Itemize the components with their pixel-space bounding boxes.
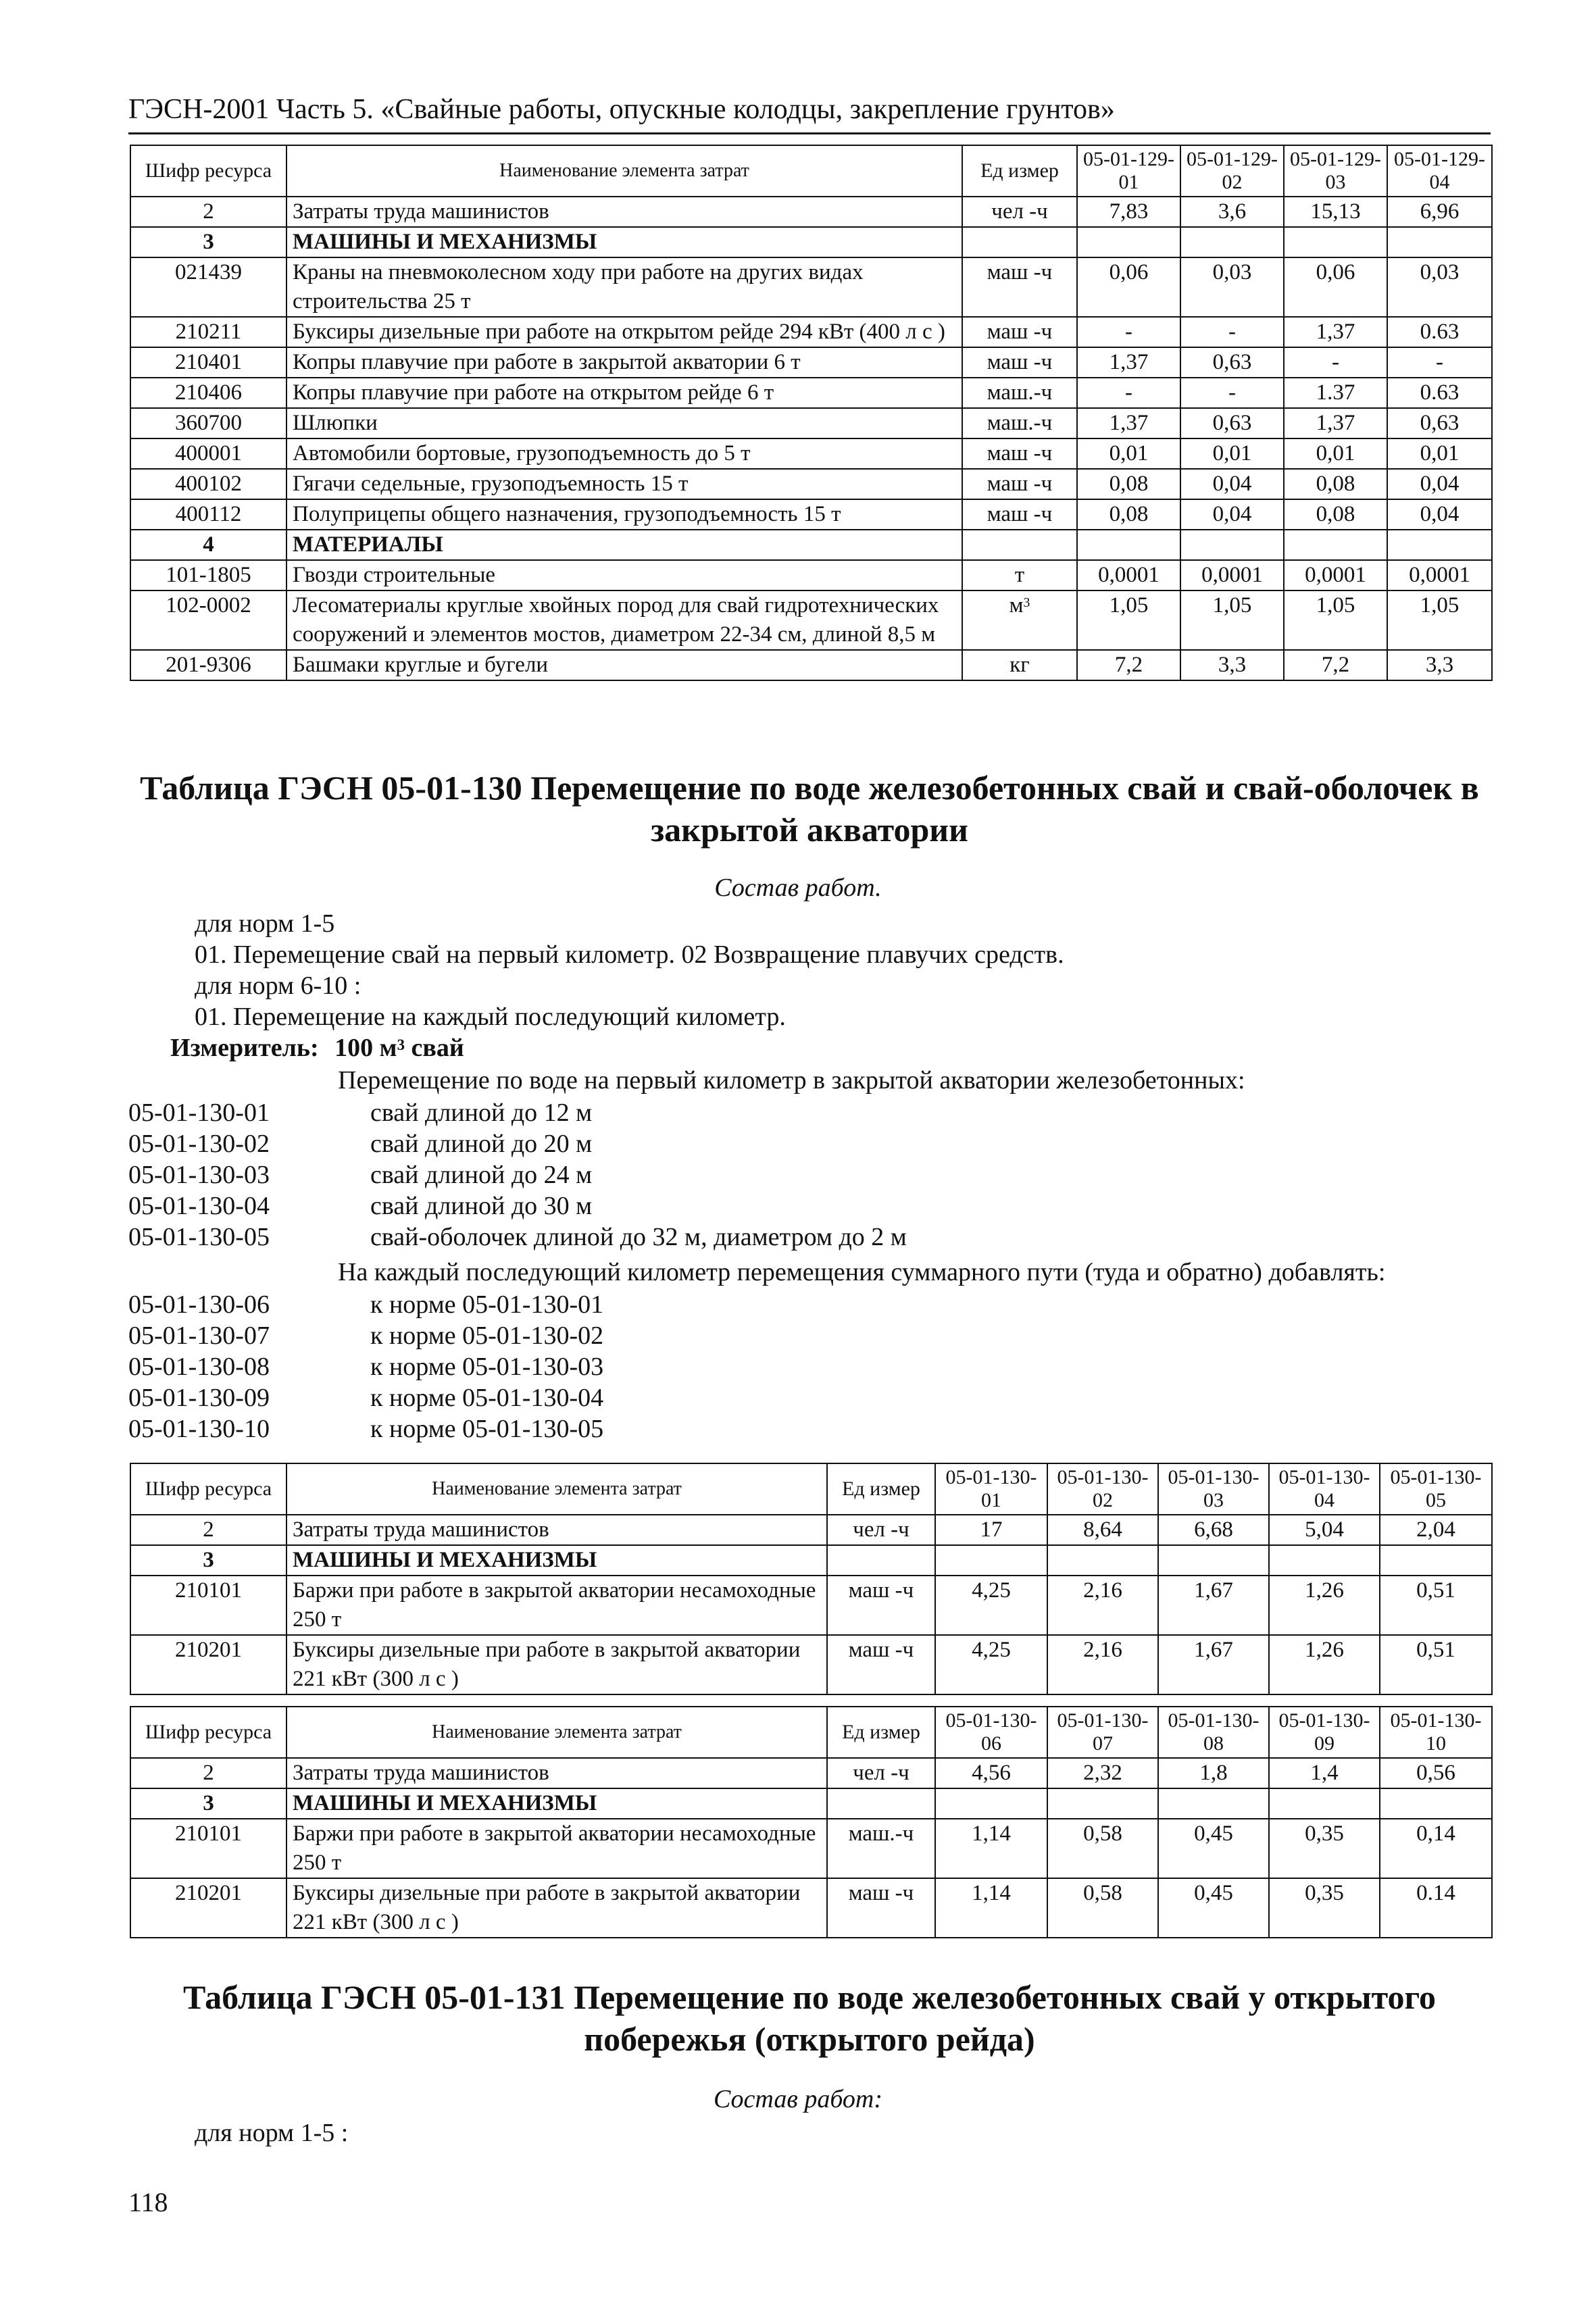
cost-element-name: Башмаки круглые и бугели bbox=[286, 650, 962, 680]
col-header-unit: Ед измер bbox=[962, 145, 1077, 197]
unit-superscript: 3 bbox=[1023, 595, 1030, 610]
norm-value: 5,04 bbox=[1269, 1515, 1380, 1545]
table-row bbox=[130, 499, 1492, 530]
norm-value: - bbox=[1180, 378, 1284, 408]
norm-value: 1,05 bbox=[1077, 590, 1180, 650]
unit-text: чел -ч bbox=[991, 199, 1048, 224]
norm-value: 1,67 bbox=[1158, 1576, 1269, 1635]
table-header-row bbox=[130, 145, 1492, 197]
unit-cell bbox=[827, 1758, 935, 1788]
norm-value: 1,37 bbox=[1284, 408, 1387, 438]
norm-code: 05-01-130-05 bbox=[128, 1223, 270, 1251]
table-row bbox=[130, 347, 1492, 378]
norm-value: 1,8 bbox=[1158, 1758, 1269, 1788]
norm-description: к норме 05-01-130-05 bbox=[370, 1415, 604, 1443]
table-row bbox=[130, 1878, 1492, 1938]
norm-value: 4,56 bbox=[935, 1758, 1047, 1788]
norm-code: 05-01-130-02 bbox=[128, 1130, 270, 1158]
table-header-row bbox=[130, 1707, 1492, 1758]
resource-code: 210201 bbox=[130, 1878, 286, 1938]
resource-code: 101-1805 bbox=[130, 560, 286, 590]
running-header: ГЭСН-2001 Часть 5. «Свайные работы, опускные колодцы, закрепление грунтов» bbox=[128, 94, 1115, 125]
norm-value: 0,63 bbox=[1180, 347, 1284, 378]
cost-element-name: Буксиры дизельные при работе в закрытой акватории 221 кВт (300 л с ) bbox=[286, 1635, 827, 1694]
norm-value: 2,16 bbox=[1047, 1576, 1158, 1635]
work-step: 01. Перемещение свай на первый километр. 02 Возвращение плавучих средств. bbox=[195, 940, 1064, 969]
norm-value: 1,26 bbox=[1269, 1576, 1380, 1635]
norms-label: для норм 6-10 : bbox=[195, 972, 361, 1000]
norm-value: 1,37 bbox=[1077, 408, 1180, 438]
unit-text: маш -ч bbox=[987, 502, 1053, 526]
norm-value: 0,04 bbox=[1180, 469, 1284, 499]
unit-cell bbox=[962, 378, 1077, 408]
col-header-norm: 05-01-130-04 bbox=[1269, 1463, 1380, 1515]
norm-value bbox=[1380, 1545, 1492, 1576]
norm-value: 0,03 bbox=[1387, 257, 1492, 317]
norm-value: 0,45 bbox=[1158, 1819, 1269, 1878]
norm-value: 0,0001 bbox=[1284, 560, 1387, 590]
resource-code: 210101 bbox=[130, 1576, 286, 1635]
norm-value bbox=[1158, 1545, 1269, 1576]
resource-code: 360700 bbox=[130, 408, 286, 438]
table-row bbox=[130, 317, 1492, 347]
norm-description: свай длиной до 20 м bbox=[370, 1130, 593, 1158]
norm-value: 0,0001 bbox=[1180, 560, 1284, 590]
norm-value: 8,64 bbox=[1047, 1515, 1158, 1545]
section-title: МАШИНЫ И МЕХАНИЗМЫ bbox=[286, 1545, 827, 1576]
cost-element-name: Буксиры дизельные при работе в закрытой акватории 221 кВт (300 л с ) bbox=[286, 1878, 827, 1938]
unit-cell bbox=[827, 1545, 935, 1576]
cost-element-name: Баржи при работе в закрытой акватории несамоходные 250 т bbox=[286, 1819, 827, 1878]
unit-text: маш.-ч bbox=[987, 411, 1053, 435]
norm-value: 0,01 bbox=[1077, 438, 1180, 469]
norm-value: 0,63 bbox=[1180, 408, 1284, 438]
table-row bbox=[130, 1576, 1492, 1635]
norm-value: 0,01 bbox=[1284, 438, 1387, 469]
section-row bbox=[130, 1545, 1492, 1576]
section-row bbox=[130, 227, 1492, 257]
norm-value: 0,0001 bbox=[1387, 560, 1492, 590]
col-header-code: Шифр ресурса bbox=[130, 1707, 286, 1758]
norm-value: 0,08 bbox=[1077, 469, 1180, 499]
norm-value: 1,14 bbox=[935, 1878, 1047, 1938]
resource-code: 400001 bbox=[130, 438, 286, 469]
col-header-norm: 05-01-130-10 bbox=[1380, 1707, 1492, 1758]
unit-cell bbox=[962, 469, 1077, 499]
unit-cell bbox=[962, 560, 1077, 590]
norm-value: 0,14 bbox=[1380, 1819, 1492, 1878]
norm-value: 1,05 bbox=[1387, 590, 1492, 650]
resource-code: 2 bbox=[130, 1515, 286, 1545]
norm-value: 17 bbox=[935, 1515, 1047, 1545]
norms-intro: Перемещение по воде на первый километр в закрытой акватории железобетонных: bbox=[338, 1066, 1245, 1095]
norm-value: 0,45 bbox=[1158, 1878, 1269, 1938]
norm-value: 0,51 bbox=[1380, 1576, 1492, 1635]
unit-cell bbox=[827, 1515, 935, 1545]
norm-description: к норме 05-01-130-01 bbox=[370, 1290, 604, 1319]
norm-description: к норме 05-01-130-03 bbox=[370, 1353, 604, 1381]
table-body bbox=[130, 197, 1492, 680]
unit-cell bbox=[962, 197, 1077, 227]
table-row bbox=[130, 438, 1492, 469]
table-body bbox=[130, 1515, 1492, 1694]
norm-value: 0,58 bbox=[1047, 1819, 1158, 1878]
cost-element-name: Гвозди строительные bbox=[286, 560, 962, 590]
unit-cell bbox=[962, 408, 1077, 438]
norm-value bbox=[1269, 1788, 1380, 1819]
norm-value bbox=[1284, 227, 1387, 257]
norms-label: для норм 1-5 : bbox=[195, 2119, 349, 2147]
norm-value: 1,05 bbox=[1180, 590, 1284, 650]
norm-value: 3,3 bbox=[1387, 650, 1492, 680]
norm-value: 0,56 bbox=[1380, 1758, 1492, 1788]
unit-text: чел -ч bbox=[853, 1517, 909, 1542]
resource-code: 210201 bbox=[130, 1635, 286, 1694]
norm-value bbox=[1158, 1788, 1269, 1819]
norm-description: свай длиной до 12 м bbox=[370, 1099, 593, 1127]
norm-code: 05-01-130-03 bbox=[128, 1161, 270, 1189]
measure-value: 100 $м^3$ свай bbox=[334, 1034, 464, 1062]
norm-value: 0,08 bbox=[1077, 499, 1180, 530]
norm-value bbox=[1284, 530, 1387, 560]
cost-element-name: Автомобили бортовые, грузоподъемность до 5 т bbox=[286, 438, 962, 469]
resource-code: 3 bbox=[130, 227, 286, 257]
norm-value: 0,08 bbox=[1284, 499, 1387, 530]
table-row bbox=[130, 590, 1492, 650]
col-header-name: Наименование элемента затрат bbox=[286, 1707, 827, 1758]
table-row bbox=[130, 650, 1492, 680]
cost-element-name: Затраты труда машинистов bbox=[286, 1515, 827, 1545]
norm-value bbox=[1269, 1545, 1380, 1576]
norm-value bbox=[935, 1788, 1047, 1819]
norms-label: для норм 1-5 bbox=[195, 909, 335, 938]
resource-code: 3 bbox=[130, 1788, 286, 1819]
resource-code: 210401 bbox=[130, 347, 286, 378]
norm-value: 0,51 bbox=[1380, 1635, 1492, 1694]
norm-value: 1,05 bbox=[1284, 590, 1387, 650]
norm-value: 1,67 bbox=[1158, 1635, 1269, 1694]
norm-value: 1.37 bbox=[1284, 378, 1387, 408]
unit-cell bbox=[962, 590, 1077, 650]
norm-value: 1,37 bbox=[1284, 317, 1387, 347]
resource-code: 400102 bbox=[130, 469, 286, 499]
norm-code: 05-01-130-08 bbox=[128, 1353, 270, 1381]
col-header-norm: 05-01-130-02 bbox=[1047, 1463, 1158, 1515]
unit-cell bbox=[827, 1819, 935, 1878]
norm-value bbox=[1077, 227, 1180, 257]
cost-element-name: Затраты труда машинистов bbox=[286, 1758, 827, 1788]
work-composition-heading: Состав работ: bbox=[713, 2085, 883, 2113]
norm-value: 0.14 bbox=[1380, 1878, 1492, 1938]
table-row bbox=[130, 408, 1492, 438]
norm-value: 0,35 bbox=[1269, 1878, 1380, 1938]
resource-code: 2 bbox=[130, 197, 286, 227]
unit-cell bbox=[962, 317, 1077, 347]
norm-description: свай длиной до 24 м bbox=[370, 1161, 593, 1189]
col-header-norm: 05-01-130-08 bbox=[1158, 1707, 1269, 1758]
col-header-norm: 05-01-130-01 bbox=[935, 1463, 1047, 1515]
norm-value bbox=[1047, 1545, 1158, 1576]
col-header-norm: 05-01-129-01 bbox=[1077, 145, 1180, 197]
norm-value: 0.63 bbox=[1387, 317, 1492, 347]
unit-text: маш -ч bbox=[987, 441, 1053, 466]
cost-element-name: Краны на пневмоколесном ходу при работе на других видах строительства 25 т bbox=[286, 257, 962, 317]
norm-value: 0.63 bbox=[1387, 378, 1492, 408]
norm-code: 05-01-130-10 bbox=[128, 1415, 270, 1443]
unit-text: маш -ч bbox=[987, 350, 1053, 374]
unit-cell bbox=[962, 530, 1077, 560]
table-row bbox=[130, 469, 1492, 499]
norm-value bbox=[1047, 1788, 1158, 1819]
norm-value bbox=[1180, 530, 1284, 560]
table-row bbox=[130, 560, 1492, 590]
resource-code: 201-9306 bbox=[130, 650, 286, 680]
norm-value bbox=[1387, 530, 1492, 560]
table-row bbox=[130, 1819, 1492, 1878]
norm-value: 0,06 bbox=[1284, 257, 1387, 317]
table-row bbox=[130, 257, 1492, 317]
cost-element-name: Полуприцепы общего назначения, грузоподъемность 15 т bbox=[286, 499, 962, 530]
unit-cell bbox=[827, 1576, 935, 1635]
cost-element-name: Копры плавучие при работе в закрытой акватории 6 т bbox=[286, 347, 962, 378]
norm-value: 1,4 bbox=[1269, 1758, 1380, 1788]
norm-value bbox=[935, 1545, 1047, 1576]
norm-description: свай-оболочек длиной до 32 м, диаметром до 2 м bbox=[370, 1223, 907, 1251]
section-row bbox=[130, 530, 1492, 560]
col-header-unit: Ед измер bbox=[827, 1463, 935, 1515]
norm-value: 3,3 bbox=[1180, 650, 1284, 680]
col-header-norm: 05-01-130-07 bbox=[1047, 1707, 1158, 1758]
resource-code: 4 bbox=[130, 530, 286, 560]
col-header-name: Наименование элемента затрат bbox=[286, 1463, 827, 1515]
norm-value: 1,37 bbox=[1077, 347, 1180, 378]
norm-value: - bbox=[1180, 317, 1284, 347]
unit-text: маш -ч bbox=[987, 260, 1053, 284]
norm-value: 0,04 bbox=[1180, 499, 1284, 530]
page-number: 118 bbox=[128, 2187, 168, 2217]
norm-value: 4,25 bbox=[935, 1576, 1047, 1635]
unit-cell bbox=[827, 1878, 935, 1938]
resource-code: 210406 bbox=[130, 378, 286, 408]
col-header-norm: 05-01-130-03 bbox=[1158, 1463, 1269, 1515]
unit-text: чел -ч bbox=[853, 1761, 909, 1785]
norm-value: 2,32 bbox=[1047, 1758, 1158, 1788]
col-header-norm: 05-01-130-05 bbox=[1380, 1463, 1492, 1515]
resource-code: 2 bbox=[130, 1758, 286, 1788]
table-title-131: Таблица ГЭСН 05-01-131 Перемещение по воде железобетонных свай у открытого побережья (открытого рейда) bbox=[183, 1978, 1436, 2058]
norm-value: 2,04 bbox=[1380, 1515, 1492, 1545]
norm-code: 05-01-130-09 bbox=[128, 1384, 270, 1412]
table-row bbox=[130, 197, 1492, 227]
cost-element-name: Лесоматериалы круглые хвойных пород для свай гидротехнических сооружений и элементов мостов, диаметром 22-34 см, длиной 8,5 м bbox=[286, 590, 962, 650]
unit-cell bbox=[962, 438, 1077, 469]
unit-text: маш -ч bbox=[848, 1578, 914, 1603]
resource-table-130-06-10 bbox=[130, 1706, 1493, 1938]
unit-text: маш.-ч bbox=[987, 380, 1053, 405]
col-header-norm: 05-01-130-06 bbox=[935, 1707, 1047, 1758]
norm-code: 05-01-130-04 bbox=[128, 1192, 270, 1220]
work-composition-heading: Состав работ. bbox=[714, 874, 882, 902]
unit-text: кг bbox=[1009, 653, 1030, 677]
norm-value: 0,03 bbox=[1180, 257, 1284, 317]
resource-code: 102-0002 bbox=[130, 590, 286, 650]
norm-code: 05-01-130-06 bbox=[128, 1290, 270, 1319]
table-row bbox=[130, 1635, 1492, 1694]
unit-cell bbox=[827, 1635, 935, 1694]
work-step: 01. Перемещение на каждый последующий километр. bbox=[195, 1003, 786, 1031]
col-header-norm: 05-01-129-04 bbox=[1387, 145, 1492, 197]
unit-cell bbox=[962, 650, 1077, 680]
header-rule bbox=[128, 132, 1491, 134]
section-row bbox=[130, 1788, 1492, 1819]
measure-line bbox=[170, 1032, 464, 1063]
unit-text: маш -ч bbox=[987, 320, 1053, 344]
cost-element-name: Буксиры дизельные при работе на открытом рейде 294 кВт (400 л с ) bbox=[286, 317, 962, 347]
col-header-unit: Ед измер bbox=[827, 1707, 935, 1758]
norm-value: 0,01 bbox=[1387, 438, 1492, 469]
norm-value: 1,14 bbox=[935, 1819, 1047, 1878]
norm-value: 7,2 bbox=[1077, 650, 1180, 680]
table-header-row bbox=[130, 1463, 1492, 1515]
resource-table-130-01-05 bbox=[130, 1463, 1493, 1695]
section-title: МАШИНЫ И МЕХАНИЗМЫ bbox=[286, 227, 962, 257]
norm-value: 0,04 bbox=[1387, 469, 1492, 499]
col-header-norm: 05-01-129-02 bbox=[1180, 145, 1284, 197]
resource-code: 021439 bbox=[130, 257, 286, 317]
unit-text: т bbox=[1014, 563, 1025, 587]
norm-value bbox=[1387, 227, 1492, 257]
cost-element-name: Шлюпки bbox=[286, 408, 962, 438]
unit-text: маш -ч bbox=[848, 1881, 914, 1905]
norm-value: 0,06 bbox=[1077, 257, 1180, 317]
section-title: МАШИНЫ И МЕХАНИЗМЫ bbox=[286, 1788, 827, 1819]
section-title: МАТЕРИАЛЫ bbox=[286, 530, 962, 560]
norm-value: - bbox=[1077, 378, 1180, 408]
norm-value: 0,04 bbox=[1387, 499, 1492, 530]
norm-value: - bbox=[1077, 317, 1180, 347]
norm-value: - bbox=[1284, 347, 1387, 378]
table-title-130: Таблица ГЭСН 05-01-130 Перемещение по воде железобетонных свай и свай-оболочек в закрытой акватории bbox=[140, 769, 1479, 849]
col-header-norm: 05-01-130-09 bbox=[1269, 1707, 1380, 1758]
norm-value: 1,26 bbox=[1269, 1635, 1380, 1694]
norm-value: 3,6 bbox=[1180, 197, 1284, 227]
table-row bbox=[130, 1515, 1492, 1545]
norm-value bbox=[1077, 530, 1180, 560]
cost-element-name: Копры плавучие при работе на открытом рейде 6 т bbox=[286, 378, 962, 408]
norm-value: - bbox=[1387, 347, 1492, 378]
norm-value bbox=[1180, 227, 1284, 257]
measure-label: Измеритель: bbox=[170, 1034, 319, 1062]
col-header-code: Шифр ресурса bbox=[130, 1463, 286, 1515]
resource-code: 400112 bbox=[130, 499, 286, 530]
norms-intro: На каждый последующий километр перемещения суммарного пути (туда и обратно) добавлять: bbox=[338, 1258, 1386, 1286]
norm-value: 0,63 bbox=[1387, 408, 1492, 438]
cost-element-name: Баржи при работе в закрытой акватории несамоходные 250 т bbox=[286, 1576, 827, 1635]
cost-element-name: Гягачи седельные, грузоподъемность 15 т bbox=[286, 469, 962, 499]
col-header-code: Шифр ресурса bbox=[130, 145, 286, 197]
unit-cell bbox=[962, 499, 1077, 530]
norm-code: 05-01-130-01 bbox=[128, 1099, 270, 1127]
norm-value: 7,83 bbox=[1077, 197, 1180, 227]
norm-value: 6,96 bbox=[1387, 197, 1492, 227]
table-row bbox=[130, 1758, 1492, 1788]
norm-value: 0,58 bbox=[1047, 1878, 1158, 1938]
norm-value: 4,25 bbox=[935, 1635, 1047, 1694]
col-header-norm: 05-01-129-03 bbox=[1284, 145, 1387, 197]
norm-code: 05-01-130-07 bbox=[128, 1322, 270, 1350]
norm-value: 0,01 bbox=[1180, 438, 1284, 469]
norm-description: свай длиной до 30 м bbox=[370, 1192, 593, 1220]
resource-code: 3 bbox=[130, 1545, 286, 1576]
resource-table-129 bbox=[130, 145, 1493, 681]
cost-element-name: Затраты труда машинистов bbox=[286, 197, 962, 227]
unit-text: маш.-ч bbox=[848, 1821, 914, 1846]
table-body bbox=[130, 1758, 1492, 1938]
norm-description: к норме 05-01-130-02 bbox=[370, 1322, 604, 1350]
norm-value: 0,08 bbox=[1284, 469, 1387, 499]
unit-cell bbox=[962, 227, 1077, 257]
norm-value: 0,0001 bbox=[1077, 560, 1180, 590]
norm-value: 15,13 bbox=[1284, 197, 1387, 227]
unit-text: маш -ч bbox=[848, 1638, 914, 1662]
norm-value: 7,2 bbox=[1284, 650, 1387, 680]
unit-cell bbox=[962, 347, 1077, 378]
norm-value: 2,16 bbox=[1047, 1635, 1158, 1694]
table-row bbox=[130, 378, 1492, 408]
norm-value: 0,35 bbox=[1269, 1819, 1380, 1878]
unit-text: маш -ч bbox=[987, 472, 1053, 496]
resource-code: 210101 bbox=[130, 1819, 286, 1878]
unit-cell bbox=[827, 1788, 935, 1819]
norm-value bbox=[1380, 1788, 1492, 1819]
unit-cell bbox=[962, 257, 1077, 317]
norm-description: к норме 05-01-130-04 bbox=[370, 1384, 604, 1412]
resource-code: 210211 bbox=[130, 317, 286, 347]
norm-value: 6,68 bbox=[1158, 1515, 1269, 1545]
col-header-name: Наименование элемента затрат bbox=[286, 145, 962, 197]
unit-text: м bbox=[1009, 593, 1024, 618]
